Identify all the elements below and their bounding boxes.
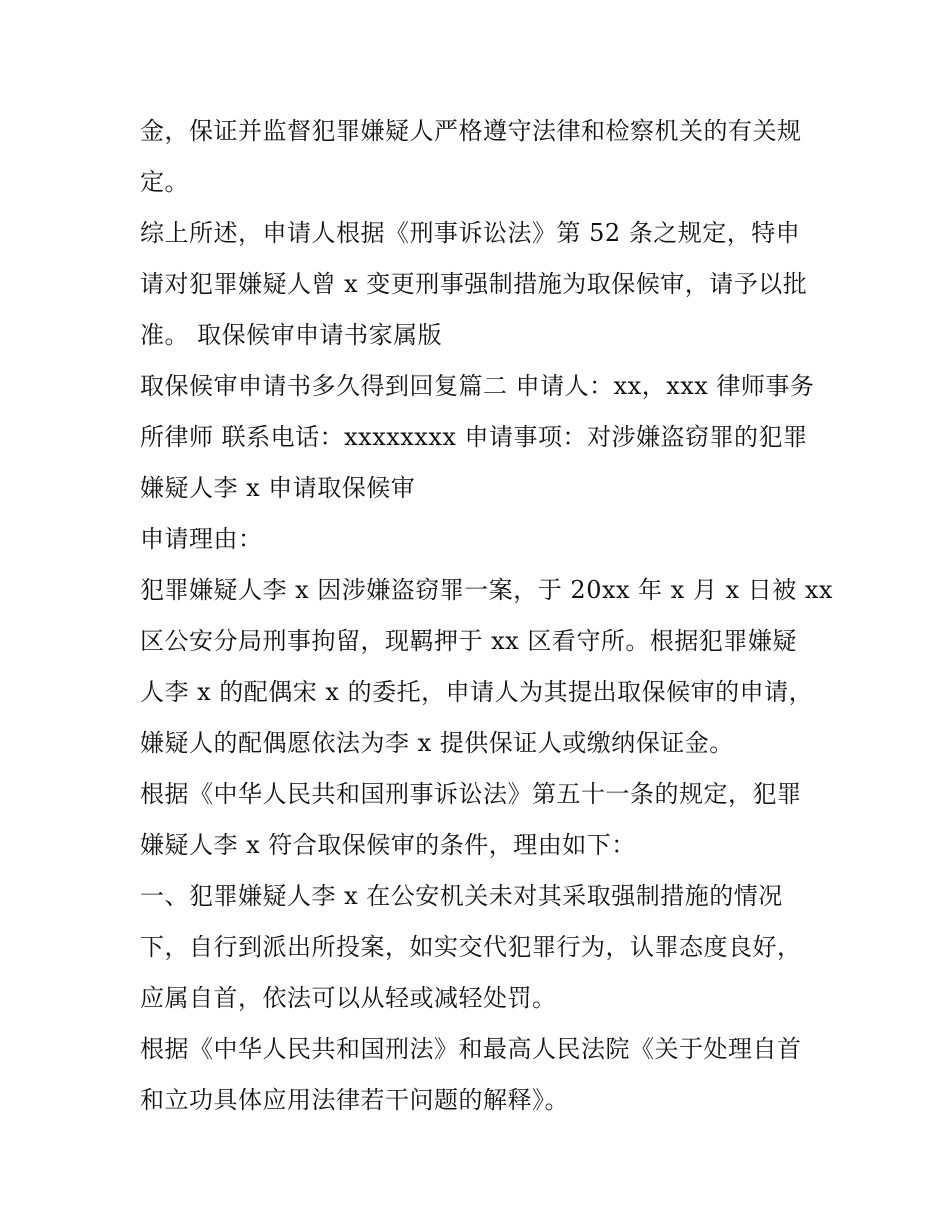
text-line: 区公安分局刑事拘留，现羁押于 xx 区看守所。根据犯罪嫌疑 xyxy=(140,627,797,655)
text-line: 所律师 联系电话：xxxxxxxx 申请事项：对涉嫌盗窃罪的犯罪 xyxy=(140,423,808,451)
text-line: 嫌疑人李 x 申请取保候审 xyxy=(140,474,416,502)
text-line: 准。 取保候审申请书家属版 xyxy=(140,321,443,349)
text-line: 应属自首，依法可以从轻或减轻处罚。 xyxy=(140,984,557,1012)
text-line: 根据《中华人民共和国刑事诉讼法》第五十一条的规定，犯罪 xyxy=(140,780,802,808)
text-line: 请对犯罪嫌疑人曾 x 变更刑事强制措施为取保候审，请予以批 xyxy=(140,270,808,298)
text-line: 和立功具体应用法律若干问题的解释》。 xyxy=(140,1086,569,1114)
text-line: 嫌疑人李 x 符合取保候审的条件，理由如下： xyxy=(140,831,636,859)
text-line: 嫌疑人的配偶愿依法为李 x 提供保证人或缴纳保证金。 xyxy=(140,729,734,757)
text-line: 申请理由： xyxy=(140,525,263,553)
text-line: 人李 x 的配偶宋 x 的委托，申请人为其提出取保候审的申请， xyxy=(140,678,814,706)
text-line: 取保候审申请书多久得到回复篇二 申请人：xx，xxx 律师事务 xyxy=(140,372,815,400)
text-line: 犯罪嫌疑人李 x 因涉嫌盗窃罪一案，于 20xx 年 x 月 x 日被 xx xyxy=(140,576,833,604)
text-line: 下，自行到派出所投案，如实交代犯罪行为，认罪态度良好， xyxy=(140,933,802,961)
text-line: 一、犯罪嫌疑人李 x 在公安机关未对其采取强制措施的情况 xyxy=(140,882,783,910)
document-body xyxy=(140,106,833,1126)
text-line: 综上所述，申请人根据《刑事诉讼法》第 52 条之规定，特申 xyxy=(140,219,801,247)
text-line: 根据《中华人民共和国刑法》和最高人民法院《关于处理自首 xyxy=(140,1035,802,1063)
text-line: 金，保证并监督犯罪嫌疑人严格遵守法律和检察机关的有关规 xyxy=(140,117,802,145)
text-line: 定。 xyxy=(140,168,189,196)
